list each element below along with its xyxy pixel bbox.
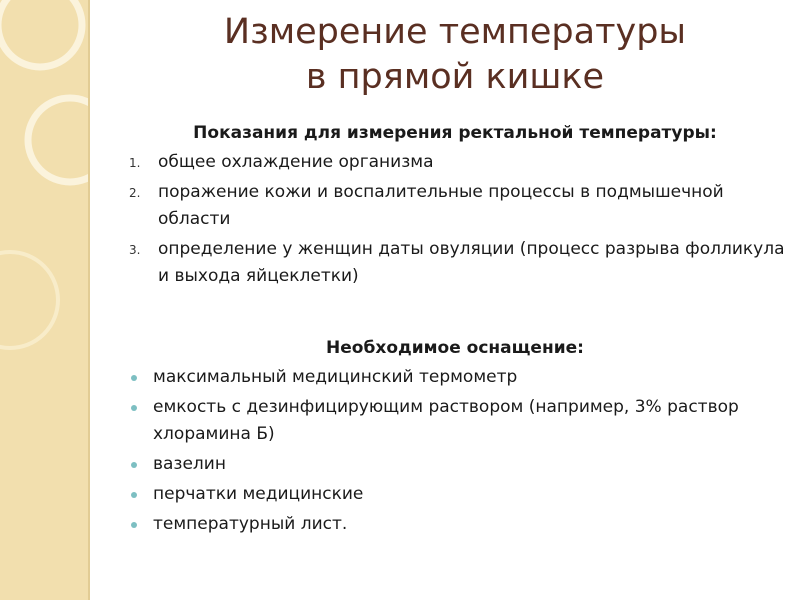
list-item (125, 511, 785, 538)
list-item (125, 179, 785, 233)
list-item (125, 236, 785, 290)
list-item (125, 481, 785, 508)
indications-heading: Показания для измерения ректальной температуры: (193, 123, 717, 143)
bullet-dot-icon (131, 375, 137, 381)
side-band-divider (88, 0, 90, 600)
bullet-dot-icon (131, 405, 137, 411)
equipment-heading: Необходимое оснащение: (326, 338, 584, 358)
spacer (125, 293, 785, 335)
list-item-text: определение у женщин даты овуляции (процесс разрыва фолликула и выхода яйцеклетки) (158, 239, 785, 286)
list-item-text: поражение кожи и воспалительные процессы в подмышечной области (158, 182, 724, 229)
list-item (125, 394, 785, 448)
slide-title (110, 10, 800, 100)
list-item-text: емкость с дезинфицирующим раствором (например, 3% раствор хлорамина Б) (153, 397, 739, 444)
list-item-text: температурный лист. (153, 514, 348, 534)
list-number: 3. (129, 243, 141, 257)
indications-list (125, 149, 785, 290)
list-item-text: вазелин (153, 454, 226, 474)
list-item-text: общее охлаждение организма (158, 152, 434, 172)
list-item (125, 364, 785, 391)
title-line-2: в прямой кишке (305, 57, 605, 97)
bullet-dot-icon (131, 462, 137, 468)
list-item (125, 149, 785, 176)
bullet-dot-icon (131, 522, 137, 528)
list-item-text: перчатки медицинские (153, 484, 364, 504)
bullet-dot-icon (131, 492, 137, 498)
list-item (125, 451, 785, 478)
list-item-text: максимальный медицинский термометр (153, 367, 518, 387)
equipment-list (125, 364, 785, 538)
slide-content (125, 120, 785, 541)
decorative-side-band (0, 0, 88, 600)
title-line-1: Измерение температуры (223, 12, 687, 52)
list-number: 2. (129, 186, 141, 200)
list-number: 1. (129, 156, 141, 170)
decorative-circles-graphic (0, 0, 88, 600)
